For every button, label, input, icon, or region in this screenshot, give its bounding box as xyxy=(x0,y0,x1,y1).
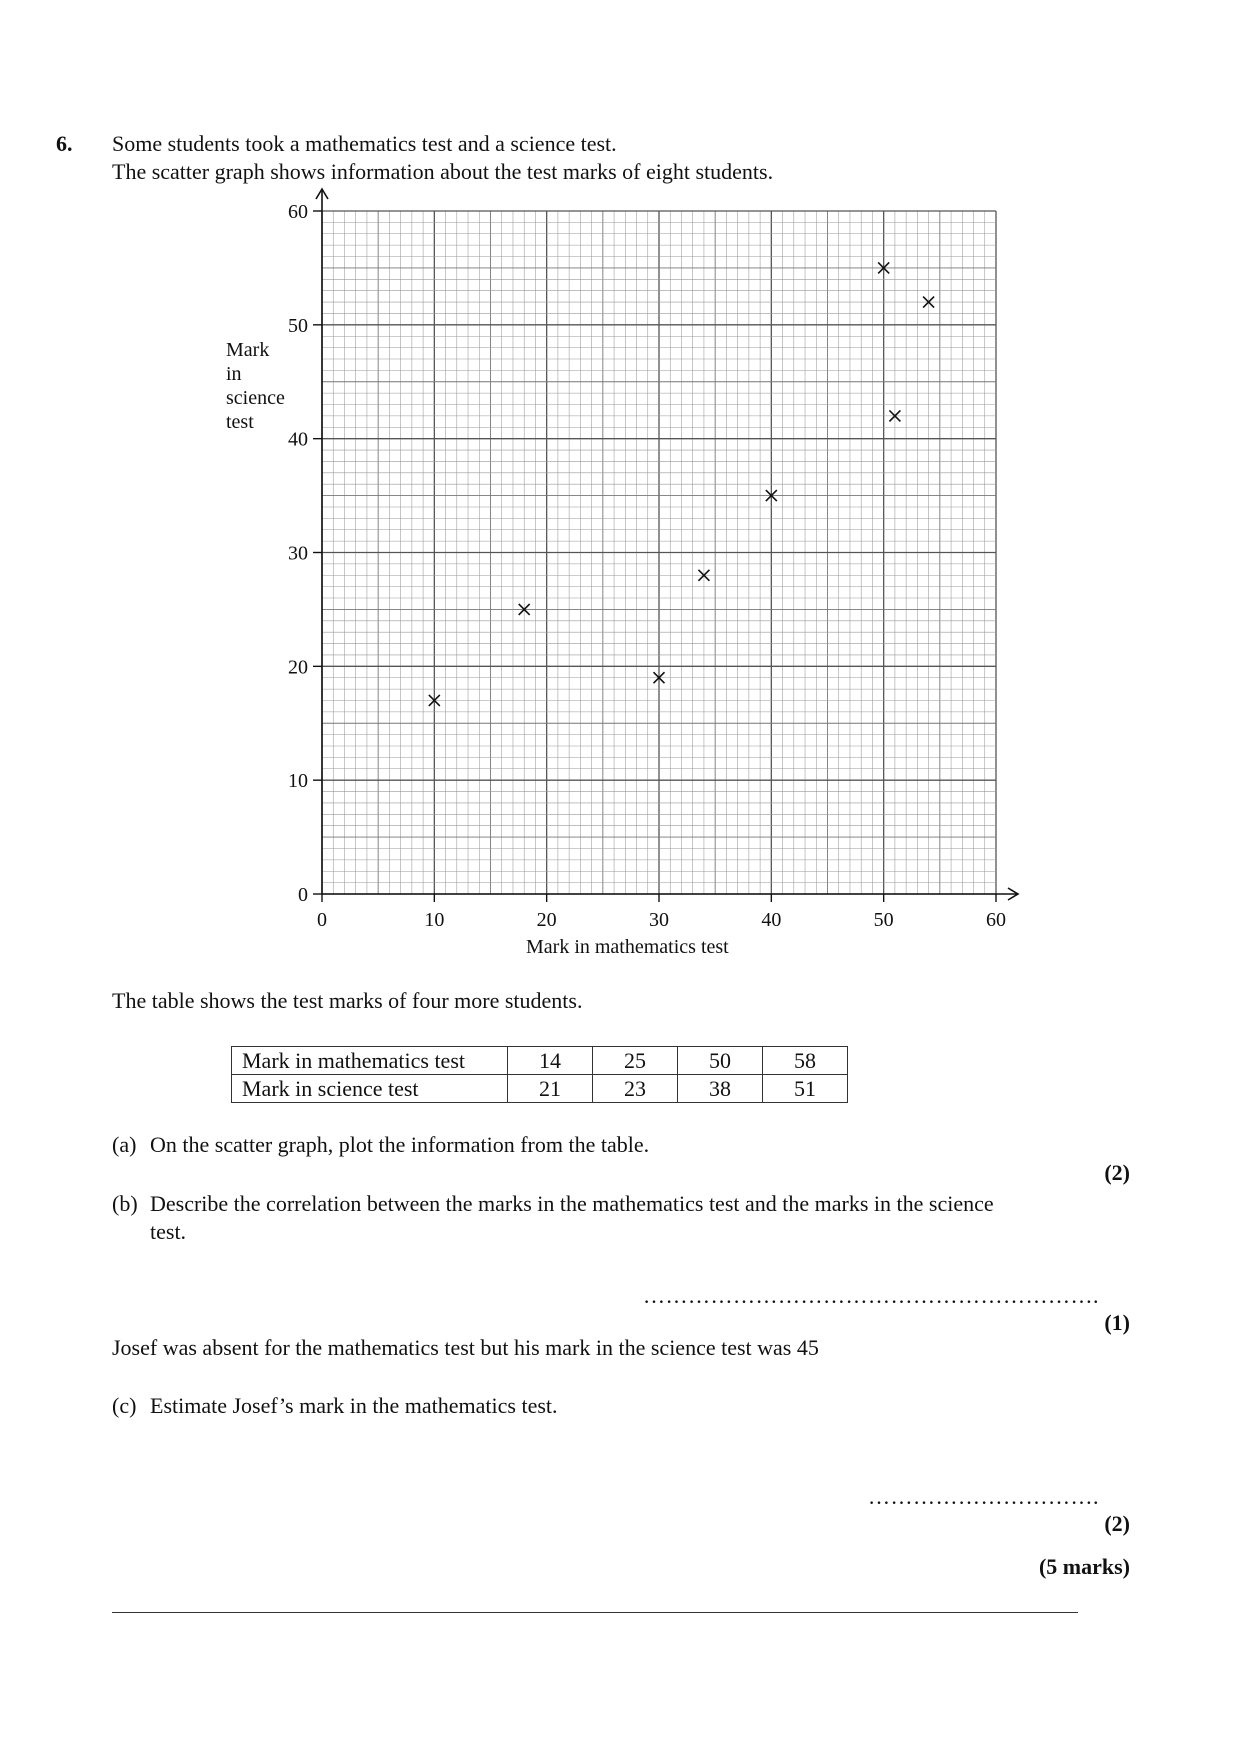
table-cell: 38 xyxy=(678,1075,763,1103)
y-axis-label-line: Mark xyxy=(226,339,270,361)
x-tick-label: 30 xyxy=(649,909,669,931)
part-c-marks: (2) xyxy=(1104,1511,1130,1536)
part-b-text-line1: Describe the correlation between the marks in the mathematics test and the marks in the science xyxy=(150,1191,994,1216)
y-tick-label: 0 xyxy=(298,884,308,906)
josef-statement: Josef was absent for the mathematics test but his mark in the science test was 45 xyxy=(112,1335,819,1360)
part-c-text: Estimate Josef’s mark in the mathematics test. xyxy=(150,1393,558,1418)
table-cell: 23 xyxy=(593,1075,678,1103)
y-axis-label-line: in xyxy=(226,363,242,385)
y-tick-label: 60 xyxy=(288,201,308,223)
part-b-answer-line[interactable]: ……………………………………………………. xyxy=(643,1283,1099,1308)
y-tick-label: 10 xyxy=(288,770,308,793)
y-tick-label: 20 xyxy=(288,656,308,679)
question-intro-line1: Some students took a mathematics test and a science test. xyxy=(112,131,617,156)
table-row xyxy=(232,1047,848,1075)
x-tick-label: 0 xyxy=(317,909,327,931)
question-intro-line2: The scatter graph shows information about the test marks of eight students. xyxy=(112,159,774,184)
row-header: Mark in mathematics test xyxy=(232,1047,508,1075)
table-row xyxy=(232,1075,848,1103)
part-c-answer-line[interactable]: …………………………. xyxy=(868,1484,1099,1509)
table-intro: The table shows the test marks of four more students. xyxy=(112,988,583,1013)
marks-table xyxy=(231,1046,848,1103)
tick-labels xyxy=(288,201,1006,931)
y-axis-label-line: test xyxy=(226,411,254,433)
x-tick-label: 50 xyxy=(873,909,894,931)
part-a-label: (a) xyxy=(112,1132,137,1157)
table-cell: 51 xyxy=(763,1075,848,1103)
y-axis-label-line: science xyxy=(226,387,285,409)
grid xyxy=(322,211,996,894)
total-marks: (5 marks) xyxy=(1038,1554,1130,1579)
end-rule xyxy=(112,1612,1078,1613)
table-cell: 14 xyxy=(508,1047,593,1075)
x-tick-label: 60 xyxy=(986,909,1006,931)
part-a-text: On the scatter graph, plot the information from the table. xyxy=(150,1132,650,1157)
row-header: Mark in science test xyxy=(232,1075,508,1103)
x-axis-label: Mark in mathematics test xyxy=(526,936,729,958)
part-c-label: (c) xyxy=(112,1393,137,1418)
x-tick-label: 40 xyxy=(761,909,782,931)
question-number: 6. xyxy=(56,131,73,156)
table-cell: 25 xyxy=(593,1047,678,1075)
axes xyxy=(313,189,1018,902)
table-cell: 50 xyxy=(678,1047,763,1075)
part-a-marks: (2) xyxy=(1104,1160,1130,1185)
part-b-text-line2: test. xyxy=(150,1219,187,1244)
table-cell: 21 xyxy=(508,1075,593,1103)
y-tick-label: 40 xyxy=(288,428,308,451)
x-tick-label: 20 xyxy=(536,909,557,931)
x-tick-label: 10 xyxy=(424,909,445,931)
y-tick-label: 30 xyxy=(288,542,308,565)
table-cell: 58 xyxy=(763,1047,848,1075)
part-b-marks: (1) xyxy=(1104,1310,1130,1335)
part-b-label: (b) xyxy=(112,1191,138,1216)
y-tick-label: 50 xyxy=(288,314,308,337)
